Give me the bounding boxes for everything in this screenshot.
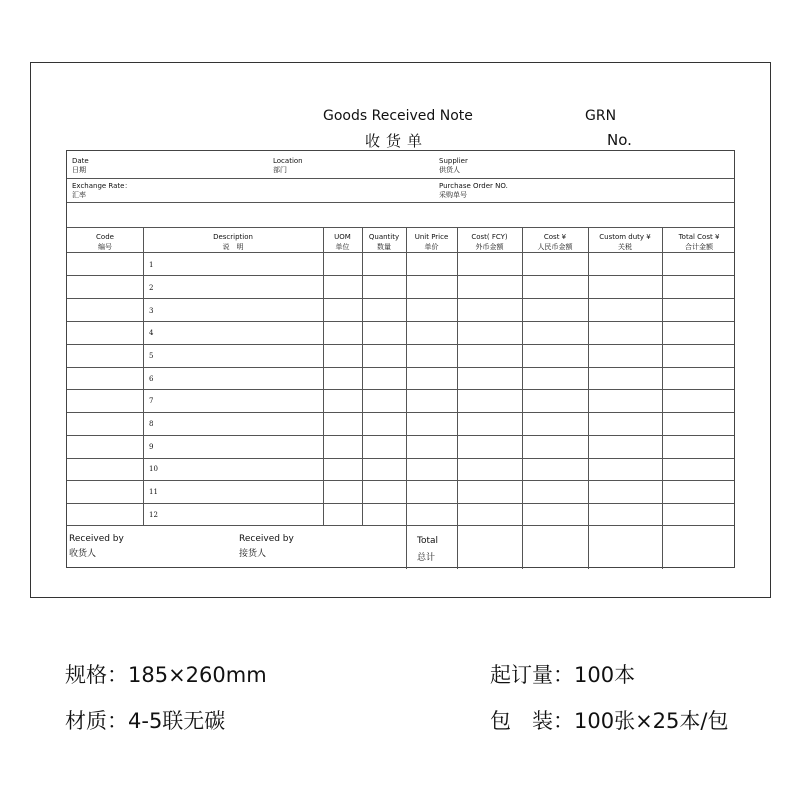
row-number: 12	[149, 511, 158, 519]
column-header-custom-duty: Custom duty ¥ 关税	[599, 233, 651, 251]
divider	[67, 275, 734, 276]
column-header-total-cost: Total Cost ¥ 合计金额	[678, 233, 720, 251]
divider	[67, 435, 734, 436]
row-number: 6	[149, 375, 154, 383]
row-number: 5	[149, 352, 154, 360]
location-label: Location 部门	[273, 157, 303, 174]
divider	[67, 389, 734, 390]
row-number: 8	[149, 420, 154, 428]
number-label: No.	[607, 131, 632, 149]
row-number: 2	[149, 284, 154, 292]
row-number: 11	[149, 488, 158, 496]
grn-label: GRN	[585, 108, 617, 124]
column-header-unit-price: Unit Price 单价	[414, 233, 449, 251]
exchange-rate-label: Exchange Rate： 汇率	[72, 182, 132, 199]
spec-moq: 起订量：100本	[490, 663, 636, 687]
divider	[522, 227, 523, 569]
spec-material: 材质：4-5联无碳	[65, 709, 226, 733]
divider	[362, 227, 363, 525]
divider	[67, 412, 734, 413]
row-number: 7	[149, 397, 154, 405]
spec-packing: 包 装：100张×25本/包	[490, 709, 729, 733]
column-header-cost-rmb: Cost ¥ 人民币金额	[537, 233, 573, 251]
row-number: 10	[149, 465, 158, 473]
divider	[67, 525, 734, 526]
column-header-cost-fcy: Cost( FCY) 外币金额	[471, 233, 508, 251]
divider	[67, 298, 734, 299]
title-chinese: 收货单	[365, 132, 429, 150]
divider	[406, 227, 407, 569]
divider	[323, 227, 324, 525]
divider	[67, 202, 734, 203]
divider	[67, 344, 734, 345]
row-number: 3	[149, 307, 154, 315]
divider	[67, 252, 734, 253]
row-number: 1	[149, 261, 154, 269]
received-by-2-label: Received by 接货人	[239, 534, 294, 559]
divider	[662, 227, 663, 569]
divider	[67, 367, 734, 368]
title-english: Goods Received Note	[323, 108, 473, 124]
column-header-description: Description 说 明	[213, 233, 253, 251]
divider	[67, 178, 734, 179]
row-number: 4	[149, 329, 154, 337]
spec-size: 规格：185×260mm	[65, 663, 267, 687]
divider	[67, 227, 734, 228]
received-by-label: Received by 收货人	[69, 534, 124, 559]
supplier-label: Supplier 供货人	[439, 157, 468, 174]
divider	[143, 227, 144, 525]
row-number: 9	[149, 443, 154, 451]
divider	[67, 321, 734, 322]
grn-form-table	[66, 150, 735, 568]
column-header-quantity: Quantity 数量	[368, 233, 400, 251]
divider	[67, 503, 734, 504]
divider	[67, 458, 734, 459]
purchase-order-label: Purchase Order NO. 采购单号	[439, 182, 508, 199]
divider	[588, 227, 589, 569]
date-label: Date 日期	[72, 157, 89, 174]
divider	[457, 227, 458, 569]
divider	[67, 480, 734, 481]
total-label: Total 总计	[417, 536, 439, 563]
column-header-code: Code 编号	[96, 233, 114, 251]
column-header-uom: UOM 单位	[334, 233, 351, 251]
